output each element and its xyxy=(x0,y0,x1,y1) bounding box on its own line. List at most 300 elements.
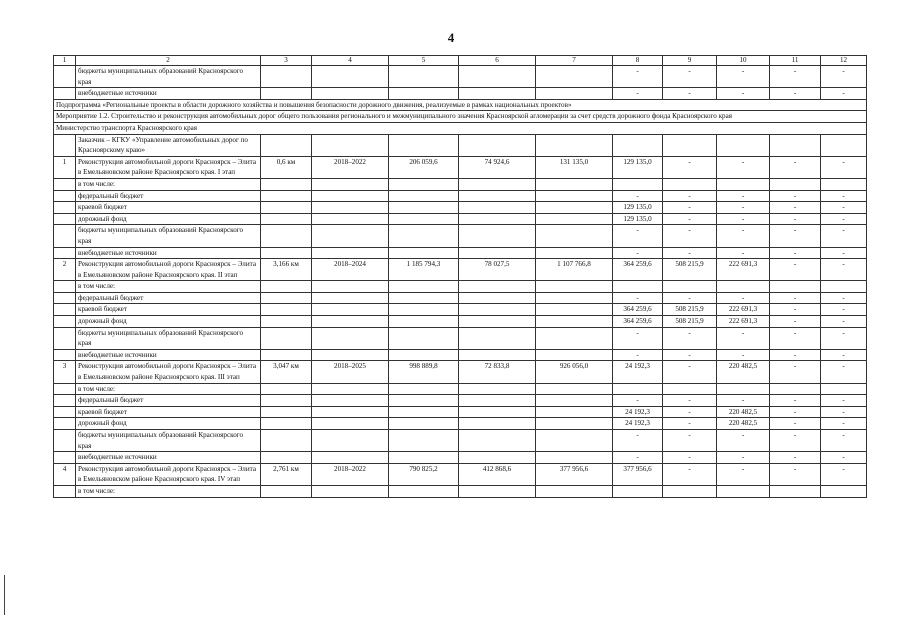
funding-row xyxy=(54,66,867,88)
row-number: 2 xyxy=(54,259,76,281)
funding-row xyxy=(54,406,867,418)
row-number xyxy=(54,418,76,430)
table-cell: - xyxy=(821,406,867,418)
table-cell: 1 107 766,8 xyxy=(536,259,613,281)
row-label: Реконструкция автомобильной дороги Красноярск – Элита в Емельяновском районе Красноярского края. I этап xyxy=(76,156,261,178)
row-label: бюджеты муниципальных образований Красноярского края xyxy=(76,430,261,452)
table-cell xyxy=(261,213,312,225)
row-label: внебюджетные источники xyxy=(76,88,261,100)
table-cell: 2018–2022 xyxy=(312,463,389,485)
table-cell: - xyxy=(821,395,867,407)
table-cell xyxy=(536,418,613,430)
table-cell xyxy=(389,281,459,293)
row-number: 3 xyxy=(54,361,76,383)
table-cell: - xyxy=(770,304,821,316)
table-cell: 74 924,6 xyxy=(459,156,536,178)
table-cell: 926 056,0 xyxy=(536,361,613,383)
table-cell xyxy=(717,178,770,190)
row-label: краевой бюджет xyxy=(76,304,261,316)
table-cell: - xyxy=(770,292,821,304)
table-cell xyxy=(261,134,312,156)
table-cell: 72 833,8 xyxy=(459,361,536,383)
table-cell: - xyxy=(663,66,717,88)
section-title: Подпрограмма «Региональные проекты в области дорожного хозяйства и повышения безопасности дорожного движения, реализуемые в рамках национальных проектов» xyxy=(54,99,867,111)
table-cell xyxy=(821,178,867,190)
row-label: дорожный фонд xyxy=(76,213,261,225)
table-cell xyxy=(312,383,389,395)
table-cell: - xyxy=(770,259,821,281)
table-cell xyxy=(261,281,312,293)
table-cell: - xyxy=(613,430,663,452)
row-label: Реконструкция автомобильной дороги Красноярск – Элита в Емельяновском районе Красноярского края. IV этап xyxy=(76,463,261,485)
table-cell xyxy=(261,418,312,430)
row-number xyxy=(54,247,76,259)
table-cell xyxy=(389,430,459,452)
table-cell xyxy=(261,383,312,395)
funding-row xyxy=(54,418,867,430)
table-cell xyxy=(536,134,613,156)
row-number: 4 xyxy=(54,463,76,485)
row-number xyxy=(54,430,76,452)
row-number: 1 xyxy=(54,156,76,178)
table-cell xyxy=(389,213,459,225)
table-cell xyxy=(459,134,536,156)
table-cell xyxy=(821,281,867,293)
row-label: в том числе: xyxy=(76,178,261,190)
table-cell xyxy=(770,178,821,190)
table-cell: - xyxy=(770,225,821,247)
row-label: дорожный фонд xyxy=(76,316,261,328)
table-cell: 220 482,5 xyxy=(717,418,770,430)
table-cell xyxy=(459,418,536,430)
table-cell: - xyxy=(613,66,663,88)
table-cell: 364 259,6 xyxy=(613,259,663,281)
table-cell: - xyxy=(663,213,717,225)
table-cell: - xyxy=(770,395,821,407)
column-header: 11 xyxy=(770,56,821,66)
table-cell xyxy=(770,134,821,156)
funding-row xyxy=(54,281,867,293)
table-cell xyxy=(261,202,312,214)
table-cell xyxy=(536,292,613,304)
table-cell: - xyxy=(663,156,717,178)
table-cell: - xyxy=(717,225,770,247)
table-cell: - xyxy=(717,430,770,452)
table-cell xyxy=(663,178,717,190)
table-cell xyxy=(613,178,663,190)
table-cell xyxy=(459,225,536,247)
table-cell: - xyxy=(770,66,821,88)
row-number xyxy=(54,395,76,407)
column-header: 1 xyxy=(54,56,76,66)
row-number xyxy=(54,178,76,190)
table-cell: 131 135,0 xyxy=(536,156,613,178)
table-cell: - xyxy=(663,452,717,464)
column-header: 4 xyxy=(312,56,389,66)
table-cell: - xyxy=(821,292,867,304)
row-label: в том числе: xyxy=(76,485,261,497)
table-cell: - xyxy=(770,406,821,418)
row-label: краевой бюджет xyxy=(76,202,261,214)
row-number xyxy=(54,292,76,304)
table-cell: - xyxy=(770,418,821,430)
row-label: внебюджетные источники xyxy=(76,349,261,361)
table-cell xyxy=(459,383,536,395)
table-cell: - xyxy=(717,292,770,304)
table-cell: 129 135,0 xyxy=(613,156,663,178)
funding-row xyxy=(54,178,867,190)
table-cell: - xyxy=(717,88,770,100)
row-label: в том числе: xyxy=(76,281,261,293)
table-cell: - xyxy=(821,202,867,214)
row-number xyxy=(54,202,76,214)
table-cell: 377 956,6 xyxy=(613,463,663,485)
table-cell: - xyxy=(770,202,821,214)
column-header-row xyxy=(54,56,867,66)
table-cell: - xyxy=(770,88,821,100)
row-label: в том числе: xyxy=(76,383,261,395)
table-cell: 412 868,6 xyxy=(459,463,536,485)
table-cell: - xyxy=(821,361,867,383)
table-cell: 24 192,3 xyxy=(613,406,663,418)
table-cell: 508 215,9 xyxy=(663,316,717,328)
funding-row xyxy=(54,247,867,259)
table-cell: - xyxy=(717,327,770,349)
funding-row xyxy=(54,225,867,247)
table-cell xyxy=(312,430,389,452)
table-cell xyxy=(536,452,613,464)
table-cell xyxy=(536,485,613,497)
table-cell xyxy=(312,190,389,202)
row-number xyxy=(54,349,76,361)
funding-row xyxy=(54,134,867,156)
table-cell xyxy=(312,395,389,407)
table-cell xyxy=(261,406,312,418)
table-cell xyxy=(536,281,613,293)
table-cell xyxy=(536,88,613,100)
table-cell xyxy=(459,395,536,407)
table-cell xyxy=(389,292,459,304)
table-cell xyxy=(717,485,770,497)
table-cell: - xyxy=(663,190,717,202)
column-header: 7 xyxy=(536,56,613,66)
table-cell xyxy=(389,349,459,361)
table-cell xyxy=(312,66,389,88)
table-cell xyxy=(389,452,459,464)
table-cell xyxy=(312,202,389,214)
table-cell: - xyxy=(717,349,770,361)
table-cell xyxy=(261,88,312,100)
table-cell: - xyxy=(821,213,867,225)
table-cell: 222 691,3 xyxy=(717,304,770,316)
table-cell: - xyxy=(821,190,867,202)
table-cell xyxy=(459,327,536,349)
table-cell: - xyxy=(613,349,663,361)
table-cell xyxy=(312,178,389,190)
table-cell xyxy=(261,395,312,407)
table-cell: - xyxy=(613,247,663,259)
table-cell xyxy=(312,406,389,418)
table-cell xyxy=(459,292,536,304)
table-cell: - xyxy=(770,327,821,349)
table-cell: 220 482,5 xyxy=(717,361,770,383)
funding-row xyxy=(54,452,867,464)
table-cell xyxy=(312,281,389,293)
table-cell: - xyxy=(770,213,821,225)
table-cell: - xyxy=(821,304,867,316)
table-cell xyxy=(459,316,536,328)
table-cell: 377 956,6 xyxy=(536,463,613,485)
table-cell xyxy=(389,225,459,247)
table-cell xyxy=(261,485,312,497)
row-number xyxy=(54,406,76,418)
table-cell: 24 192,3 xyxy=(613,361,663,383)
table-cell xyxy=(459,304,536,316)
table-cell: 129 135,0 xyxy=(613,213,663,225)
row-label: Заказчик – КГКУ «Управление автомобильных дорог по Красноярскому краю» xyxy=(76,134,261,156)
table-cell: - xyxy=(663,225,717,247)
column-header: 9 xyxy=(663,56,717,66)
project-row xyxy=(54,259,867,281)
table-cell xyxy=(389,66,459,88)
table-cell: - xyxy=(821,66,867,88)
table-cell: 24 192,3 xyxy=(613,418,663,430)
table-cell xyxy=(613,485,663,497)
funding-row xyxy=(54,485,867,497)
table-cell xyxy=(261,225,312,247)
section-row xyxy=(54,99,867,111)
row-number xyxy=(54,88,76,100)
table-cell: - xyxy=(821,88,867,100)
table-cell: - xyxy=(821,259,867,281)
table-cell: - xyxy=(821,225,867,247)
table-cell xyxy=(536,247,613,259)
funding-row xyxy=(54,430,867,452)
table-cell: 2018–2025 xyxy=(312,361,389,383)
row-label: Реконструкция автомобильной дороги Красноярск – Элита в Емельяновском районе Красноярского края. III этап xyxy=(76,361,261,383)
funding-row xyxy=(54,190,867,202)
table-cell xyxy=(459,349,536,361)
table-cell: - xyxy=(663,361,717,383)
funding-row xyxy=(54,213,867,225)
row-label: бюджеты муниципальных образований Красноярского края xyxy=(76,66,261,88)
table-cell xyxy=(389,247,459,259)
row-number xyxy=(54,213,76,225)
table-cell xyxy=(261,304,312,316)
table-cell xyxy=(261,452,312,464)
table-cell: 78 027,5 xyxy=(459,259,536,281)
table-cell: - xyxy=(663,292,717,304)
table-cell: 508 215,9 xyxy=(663,304,717,316)
table-cell xyxy=(459,406,536,418)
table-cell xyxy=(536,316,613,328)
funding-row xyxy=(54,88,867,100)
table-cell: - xyxy=(663,247,717,259)
table-cell: - xyxy=(770,156,821,178)
funding-row xyxy=(54,395,867,407)
table-cell: 2018–2022 xyxy=(312,156,389,178)
table-cell xyxy=(821,485,867,497)
budget-table xyxy=(53,55,867,498)
table-cell xyxy=(261,327,312,349)
row-number xyxy=(54,327,76,349)
table-cell: - xyxy=(821,247,867,259)
row-label: внебюджетные источники xyxy=(76,247,261,259)
table-cell xyxy=(389,88,459,100)
row-number xyxy=(54,134,76,156)
table-cell xyxy=(663,134,717,156)
funding-row xyxy=(54,316,867,328)
table-cell xyxy=(536,383,613,395)
row-label: дорожный фонд xyxy=(76,418,261,430)
table-cell xyxy=(261,247,312,259)
row-label: краевой бюджет xyxy=(76,406,261,418)
table-cell xyxy=(821,383,867,395)
table-cell xyxy=(389,395,459,407)
section-row xyxy=(54,122,867,134)
table-cell xyxy=(312,452,389,464)
table-cell xyxy=(261,66,312,88)
section-title: Мероприятие 1.2. Строительство и реконструкция автомобильных дорог общего пользования регионального и межмуниципального значения Красноярской агломерации за счет средств дорожного фонда Красноярского края xyxy=(54,111,867,123)
table-cell: - xyxy=(613,225,663,247)
table-cell: - xyxy=(821,463,867,485)
table-cell: 220 482,5 xyxy=(717,406,770,418)
table-cell: 998 889,8 xyxy=(389,361,459,383)
table-cell xyxy=(312,316,389,328)
table-cell: - xyxy=(717,452,770,464)
table-cell xyxy=(312,213,389,225)
table-cell xyxy=(312,485,389,497)
table-cell xyxy=(663,383,717,395)
table-cell xyxy=(613,383,663,395)
table-cell xyxy=(389,190,459,202)
table-cell xyxy=(459,281,536,293)
column-header: 2 xyxy=(76,56,261,66)
table-cell: - xyxy=(717,156,770,178)
section-title: Министерство транспорта Красноярского края xyxy=(54,122,867,134)
table-cell xyxy=(770,383,821,395)
table-cell: - xyxy=(770,190,821,202)
table-cell: 222 691,3 xyxy=(717,316,770,328)
row-number xyxy=(54,316,76,328)
table-body xyxy=(54,56,867,498)
table-cell: - xyxy=(821,349,867,361)
table-cell: - xyxy=(663,327,717,349)
column-header: 10 xyxy=(717,56,770,66)
table-cell xyxy=(536,327,613,349)
table-cell xyxy=(459,88,536,100)
table-cell xyxy=(389,202,459,214)
table-cell: - xyxy=(770,430,821,452)
table-cell: - xyxy=(717,66,770,88)
column-header: 6 xyxy=(459,56,536,66)
table-cell: - xyxy=(613,292,663,304)
row-number xyxy=(54,485,76,497)
table-cell: - xyxy=(770,452,821,464)
table-cell xyxy=(389,316,459,328)
table-cell: - xyxy=(663,406,717,418)
table-cell: - xyxy=(717,213,770,225)
table-cell: - xyxy=(821,418,867,430)
table-cell xyxy=(536,178,613,190)
table-cell xyxy=(536,406,613,418)
table-cell xyxy=(459,178,536,190)
table-cell xyxy=(459,66,536,88)
table-cell: 3,166 км xyxy=(261,259,312,281)
project-row xyxy=(54,156,867,178)
table-cell xyxy=(389,406,459,418)
margin-mark xyxy=(4,575,5,615)
table-cell xyxy=(389,134,459,156)
table-cell xyxy=(312,247,389,259)
table-cell xyxy=(663,485,717,497)
table-cell: 206 059,6 xyxy=(389,156,459,178)
table-cell: - xyxy=(770,316,821,328)
table-cell xyxy=(717,383,770,395)
table-cell: 2,761 км xyxy=(261,463,312,485)
table-cell: - xyxy=(717,247,770,259)
row-number xyxy=(54,66,76,88)
table-cell xyxy=(389,485,459,497)
table-cell xyxy=(312,134,389,156)
table-cell: 129 135,0 xyxy=(613,202,663,214)
table-cell xyxy=(312,292,389,304)
row-label: федеральный бюджет xyxy=(76,395,261,407)
table-cell: - xyxy=(717,190,770,202)
table-cell: - xyxy=(613,395,663,407)
table-cell xyxy=(389,418,459,430)
row-number xyxy=(54,452,76,464)
column-header: 3 xyxy=(261,56,312,66)
table-cell xyxy=(663,281,717,293)
row-number xyxy=(54,225,76,247)
table-cell: - xyxy=(717,202,770,214)
table-cell xyxy=(717,281,770,293)
table-cell xyxy=(459,247,536,259)
row-label: федеральный бюджет xyxy=(76,190,261,202)
table-cell: - xyxy=(770,463,821,485)
row-number xyxy=(54,190,76,202)
table-cell: - xyxy=(770,361,821,383)
table-cell: - xyxy=(821,156,867,178)
table-cell: 364 259,6 xyxy=(613,316,663,328)
row-number xyxy=(54,281,76,293)
table-cell: 3,047 км xyxy=(261,361,312,383)
row-label: Реконструкция автомобильной дороги Красноярск – Элита в Емельяновском районе Красноярского края. II этап xyxy=(76,259,261,281)
project-row xyxy=(54,463,867,485)
table-cell xyxy=(312,327,389,349)
funding-row xyxy=(54,349,867,361)
table-cell xyxy=(536,202,613,214)
table-cell xyxy=(770,485,821,497)
table-cell xyxy=(312,349,389,361)
table-cell xyxy=(261,316,312,328)
row-label: внебюджетные источники xyxy=(76,452,261,464)
table-cell: - xyxy=(770,247,821,259)
table-cell xyxy=(312,418,389,430)
table-cell xyxy=(717,134,770,156)
column-header: 5 xyxy=(389,56,459,66)
row-label: федеральный бюджет xyxy=(76,292,261,304)
table-cell xyxy=(770,281,821,293)
table-cell xyxy=(821,134,867,156)
table-cell: - xyxy=(663,418,717,430)
table-cell: - xyxy=(663,202,717,214)
row-number xyxy=(54,304,76,316)
table-cell xyxy=(459,213,536,225)
table-cell: - xyxy=(821,430,867,452)
table-cell xyxy=(261,430,312,452)
